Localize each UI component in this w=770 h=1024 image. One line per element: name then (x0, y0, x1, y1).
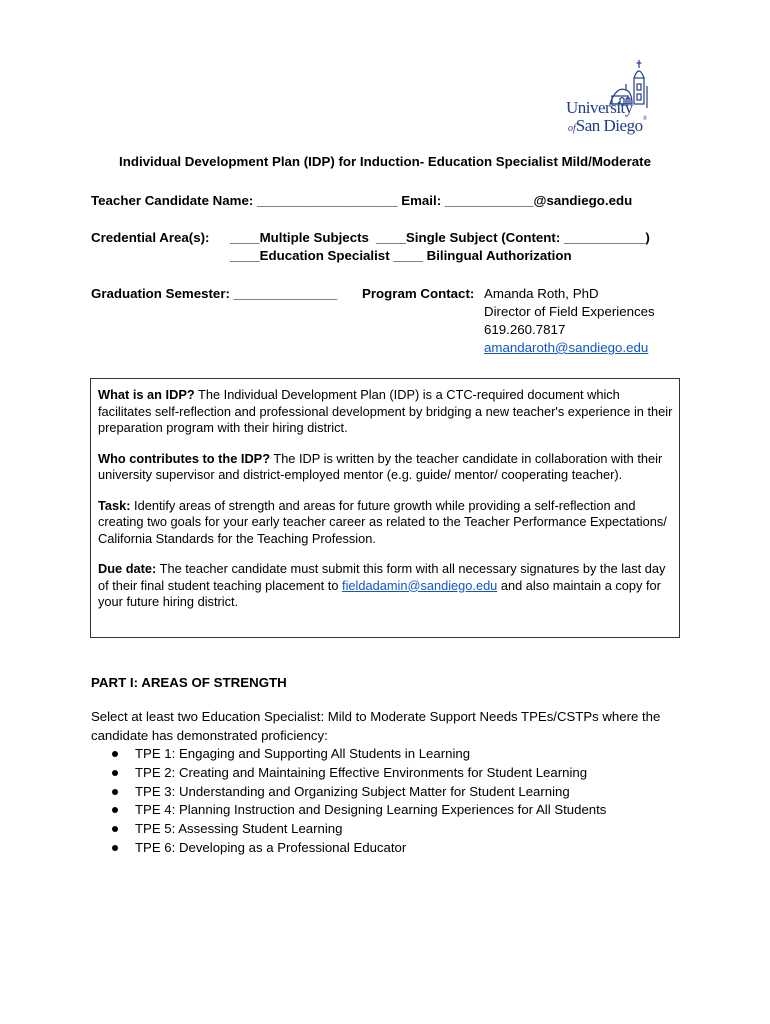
logo-san-diego: San Diego (575, 116, 643, 135)
what-is-idp-text: The Individual Development Plan (IDP) is a CTC-required document which facilitates self-reflection and professional development by bridging a new teacher's experience in their preparation program with their hiring district. (98, 387, 673, 435)
tpe-label: TPE 3: Understanding and Organizing Subject Matter for Student Learning (135, 783, 570, 799)
due-date-text-2: and also maintain a copy for your future hiring district. (98, 577, 661, 609)
bullet-icon (112, 789, 118, 795)
tpe-label: TPE 5: Assessing Student Learning (135, 821, 343, 837)
bullet-icon (112, 751, 118, 757)
who-contributes-heading: Who contributes to the IDP? (98, 450, 271, 466)
document-title: Individual Development Plan (IDP) for Induction- Education Specialist Mild/Moderate (119, 154, 651, 169)
logo-wordmark-line1: University (566, 98, 633, 117)
bullet-icon (112, 845, 118, 851)
who-contributes-text: The IDP is written by the teacher candidate in collaboration with their university supervisor and district-employed mentor (e.g. guide/ mentor/ cooperating teacher). (98, 450, 663, 482)
list-item (110, 764, 606, 783)
contact-email-link[interactable]: amandaroth@sandiego.edu (484, 340, 649, 355)
tpe-label: TPE 2: Creating and Maintaining Effective Environments for Student Learning (135, 764, 588, 780)
list-item (110, 839, 606, 858)
contact-name: Amanda Roth, PhD (484, 286, 599, 301)
field-admin-email-link[interactable]: fieldadamin@sandiego.edu (342, 577, 498, 593)
logo-mark: ® (642, 116, 648, 122)
due-date-heading: Due date: (98, 561, 157, 576)
part1-heading: PART I: AREAS OF STRENGTH (91, 675, 287, 690)
list-item (110, 745, 606, 764)
program-contact-label: Program Contact: (362, 286, 475, 301)
list-item (110, 801, 606, 820)
tpe-label: TPE 4: Planning Instruction and Designing Learning Experiences for All Students (135, 802, 607, 818)
what-is-idp-heading: What is an IDP? (98, 387, 195, 402)
due-date-paragraph (98, 561, 673, 611)
contact-role: Director of Field Experiences (484, 304, 655, 319)
graduation-semester-field: Graduation Semester: ______________ (91, 286, 338, 301)
tpe-label: TPE 1: Engaging and Supporting All Students in Learning (135, 746, 471, 761)
idp-info-box (90, 378, 680, 638)
task-heading: Task: (98, 497, 131, 513)
logo-wordmark-line2 (568, 116, 647, 136)
name-email-field: Teacher Candidate Name: ___________________ Email: ____________@sandiego.edu (91, 193, 633, 208)
program-contact-info (484, 285, 655, 357)
bullet-icon (112, 826, 118, 832)
bullet-icon (112, 770, 118, 776)
credential-label: Credential Area(s): (91, 230, 210, 245)
task-text: Identify areas of strength and areas for future growth while providing a self-reflection and creating two goals for your early teacher career as related to the Teacher Performance Expectations/ California Standards for the Teaching Profession. (98, 497, 667, 546)
credential-options-line2: ____Education Specialist ____ Bilingual Authorization (230, 248, 572, 263)
university-logo (560, 56, 656, 142)
task-paragraph (98, 498, 673, 548)
due-date-text-1: The teacher candidate must submit this form with all necessary signatures by the last day of their final student teaching placement to (98, 561, 666, 593)
part1-intro: Select at least two Education Specialist: Mild to Moderate Support Needs TPEs/CSTPs where the candidate has demonstrated proficiency: (91, 709, 661, 743)
tpe-label: TPE 6: Developing as a Professional Educator (135, 839, 407, 855)
logo-of: of (568, 123, 576, 134)
contact-phone: 619.260.7817 (484, 322, 566, 337)
tpe-list (110, 745, 606, 858)
list-item (110, 820, 606, 839)
bullet-icon (112, 807, 118, 813)
list-item (110, 783, 606, 802)
what-is-idp-paragraph (98, 387, 673, 437)
credential-options-line1: ____Multiple Subjects ____Single Subject (Content: ___________) (230, 230, 650, 245)
who-contributes-paragraph (98, 451, 673, 484)
